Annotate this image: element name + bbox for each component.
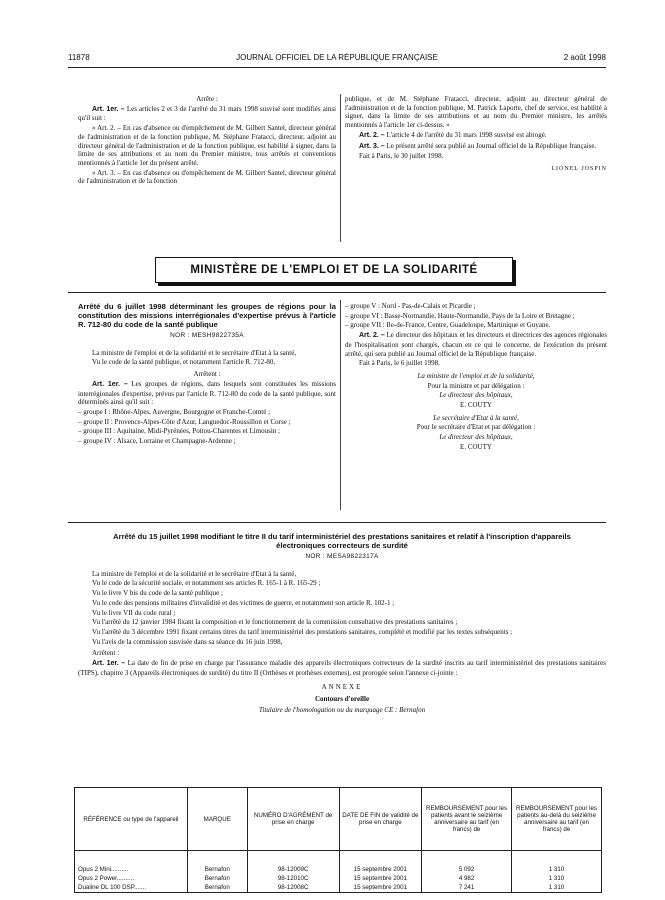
- article-label: Art. 1er. –: [92, 380, 128, 388]
- annex-heading: ANNEXE: [321, 683, 363, 692]
- group-item: – groupe III : Aquitaine, Midi-Pyrénées, Poitou-Charentes et Limousin ;: [78, 427, 280, 436]
- signature: LIONEL JOSPIN: [551, 165, 607, 172]
- group-item: – groupe VI : Basse-Normandie, Haute-Normandie, Pays de la Loire et Bretagne ;: [345, 311, 575, 320]
- ministry-banner: MINISTÈRE DE L'EMPLOI ET DE LA SOLIDARITÉ: [155, 257, 513, 283]
- column-header: RÉFÉRENCE ou type de l'appareil: [75, 788, 188, 851]
- column-header: REMBOURSEMENT pour les patients avant le seizième anniversaire au tarif (en francs) de: [422, 788, 512, 851]
- arrete1-title: Arrêté du 6 juillet 1998 déterminant les groupes de régions pour la constitution des missions interrégionales d'expertise prévus à l'article R. 712-80 du code de la santé publique: [78, 302, 336, 329]
- arrete2-line: Vu l'arrêté du 12 janvier 1984 fixant la composition et le fonctionnement de la commission consultative des prestations sanitaires ;: [92, 618, 458, 627]
- arrete1-nor: NOR : MESH9822735A: [170, 332, 244, 339]
- table-spacer: [75, 851, 602, 866]
- arrete2-line: Vu le code des pensions militaires d'invalidité et des victimes de guerre, et notamment son article R. 102-1 ;: [92, 598, 395, 607]
- continuation-text: publique, et de M. Stéphane Fratacci, directeur, adjoint au directeur général de l'administration et de la fonction publique, M. Patrick Laporte, chef de service, est habilité à signer, dans la limite de ses attributions et au nom du Premier ministre, les arrêtés mentionnés à l'article 1er ci-dessus. »: [345, 95, 607, 130]
- signatory-title: Le secrétaire d'Etat à la santé,: [433, 413, 519, 422]
- article-label: Art. 2. –: [359, 332, 385, 340]
- section-rule: [68, 292, 606, 293]
- top-right-column: [345, 95, 607, 175]
- arretent-heading: Arrêtent :: [193, 370, 221, 379]
- article-2-quote: « Art. 2. – En cas d'absence ou d'empêchement de M. Gilbert Santel, directeur général de l'administration et de la fonction publique, M. Stéphane Fratacci, directeur, adjoint au directeur général de l'administration et de la fonction publique, est habilité à signer, dans la limite de ses attributions et au nom du Premier ministre, tous arrêtés et conventions mentionnés à l'article 1er du présent arrêté.: [78, 124, 336, 167]
- signatory-role: Le directeur des hôpitaux,: [439, 391, 513, 400]
- article-label: Art. 3. –: [359, 142, 385, 150]
- arrete1-visa: Vu le code de la santé publique, et notamment l'article R. 712-80,: [92, 358, 276, 367]
- arretent-heading: Arrêtent :: [92, 649, 120, 658]
- signatory-title: La ministre de l'emploi et de la solidarité,: [417, 371, 535, 380]
- top-left-column: [78, 95, 336, 187]
- page-number: 11878: [68, 53, 90, 62]
- arrete1-left-column: [78, 302, 336, 447]
- arrete2-line: La ministre de l'emploi et de la solidarité et le secrétaire d'Etat à la santé,: [92, 569, 297, 578]
- group-item: – groupe VII : Ile-de-France, Centre, Guadeloupe, Martinique et Guyane.: [345, 321, 551, 330]
- table-row: Opus 2 Mini.......... Bernafon 98-12009C 15 septembre 2001 5 092 1 310: [75, 865, 602, 874]
- arrete2-line: Vu le livre V bis du code de la santé publique ;: [92, 589, 223, 598]
- delegation: Pour le secrétaire d'Etat et par délégation :: [416, 423, 536, 432]
- column-header: NUMÉRO D'AGRÉMENT de prise en charge: [247, 788, 339, 851]
- issue-date: 2 août 1998: [563, 53, 606, 62]
- column-divider: [340, 94, 341, 242]
- arrete2-section: [78, 532, 606, 716]
- table-row: Opus 2 Power.......... Bernafon 98-12010C 15 septembre 2001 4 982 1 310: [75, 874, 602, 883]
- article-1: Art. 1er. – Les articles 2 et 3 de l'arrêté du 31 mars 1998 susvisé sont modifiés ainsi qu'il suit :: [78, 104, 336, 123]
- arrete2-line: Vu l'avis de la commission susvisée dans sa séance du 16 juin 1998,: [92, 637, 283, 646]
- column-header: MARQUE: [187, 788, 247, 851]
- arrete2-line: Vu le livre VII du code rural ;: [92, 608, 176, 617]
- arrete1-right-column: [345, 302, 607, 453]
- arrete2-line: Vu le code de la sécurité sociale, et notamment ses articles R. 165-1 à R. 165-29 ;: [92, 579, 321, 588]
- article-3: Art. 3. – Le présent arrêté sera publié au Journal officiel de la République française.: [359, 141, 597, 150]
- column-divider: [340, 300, 341, 510]
- annex-subheading: Contours d'oreille: [314, 695, 370, 704]
- annex-holder: Titulaire de l'homologation ou du marquage CE : Bernafon: [258, 705, 426, 714]
- article-label: Art. 1er. –: [92, 105, 125, 113]
- arrete2-nor: NOR : MESA9822317A: [305, 553, 379, 560]
- done-at: Fait à Paris, le 6 juillet 1998.: [359, 359, 440, 368]
- article-label: Art. 2. –: [359, 131, 385, 139]
- table-header-row: [75, 788, 602, 851]
- signatory-name: E. COUTY: [460, 401, 492, 410]
- arrete1-article-1: Art. 1er. – Les groupes de régions, dans lesquels sont constituées les missions interrégionales d'expertise, prévus par l'article R. 712-80 du code de la santé publique, sont déterminés ainsi qu'il suit :: [78, 379, 337, 407]
- group-item: – groupe I : Rhône-Alpes, Auvergne, Bourgogne et Franche-Comté ;: [78, 407, 271, 416]
- page-header: [68, 53, 606, 68]
- column-header: DATE DE FIN de validité de prise en charge: [339, 788, 422, 851]
- arrete1-article-2: Art. 2. – Le directeur des hôpitaux et les directeurs et directrices des agences régionales de l'hospitalisation sont chargés, chacun en ce qui le concerne, de l'exécution du présent arrêté, qui sera publié au Journal officiel de la République française.: [345, 331, 607, 358]
- arrete2-title: Arrêté du 15 juillet 1998 modifiant le titre II du tarif interministériel des prestations sanitaires et relatif à l'inscription d'appareils électroniques correcteurs de surdité: [113, 532, 571, 550]
- article-3-quote: « Art. 3. – En cas d'absence ou d'empêchement de M. Gilbert Santel, directeur général de l'administration et de la fonction: [78, 168, 336, 186]
- group-item: – groupe IV : Alsace, Lorraine et Champagne-Ardenne ;: [78, 437, 236, 446]
- column-header: REMBOURSEMENT pour les patients au-delà du seizième anniversaire au tarif (en francs) de: [512, 788, 602, 851]
- done-at: Fait à Paris, le 30 juillet 1998.: [359, 152, 444, 161]
- reimbursement-table: [74, 787, 602, 893]
- signatory-name: E. COUTY: [460, 442, 492, 451]
- journal-title: JOURNAL OFFICIEL DE LA RÉPUBLIQUE FRANÇAISE: [236, 53, 438, 62]
- article-label: Art. 1er. –: [92, 660, 126, 668]
- group-item: – groupe II : Provence-Alpes-Côte d'Azur, Languedoc-Roussillon et Corse ;: [78, 417, 291, 426]
- delegation: Pour la ministre et par délégation :: [427, 381, 525, 390]
- group-item: – groupe V : Nord - Pas-de-Calais et Picardie ;: [345, 302, 476, 310]
- arrete2-line: Vu l'arrêté du 3 décembre 1991 fixant certains titres du tarif interministériel des prestations sanitaires, complété et modifié par les textes subséquents ;: [92, 627, 513, 636]
- article-2: Art. 2. – L'article 4 de l'arrêté du 31 mars 1998 susvisé est abrogé.: [359, 130, 547, 139]
- table-row: Dualine DL 100 DSP....... Bernafon 98-12008C 15 septembre 2001 7 241 1 310: [75, 883, 602, 893]
- arrete1-preamble: La ministre de l'emploi et de la solidarité et le secrétaire d'Etat à la santé,: [92, 348, 297, 357]
- section-rule: [68, 522, 606, 523]
- arrete-heading: Arrête :: [196, 95, 218, 103]
- arrete2-article-1: Art. 1er. – La date de fin de prise en charge par l'assurance maladie des appareils électroniques correcteurs de la surdité inscrits au tarif interministériel des prestations sanitaires (TIPS), chapitre 3 (Appareils électroniques de surdité) du titre II (Orthèses et prothèses externes), est prorogée selon l'annexe ci-jointe :: [78, 659, 606, 677]
- signatory-role: Le directeur des hôpitaux,: [439, 433, 513, 442]
